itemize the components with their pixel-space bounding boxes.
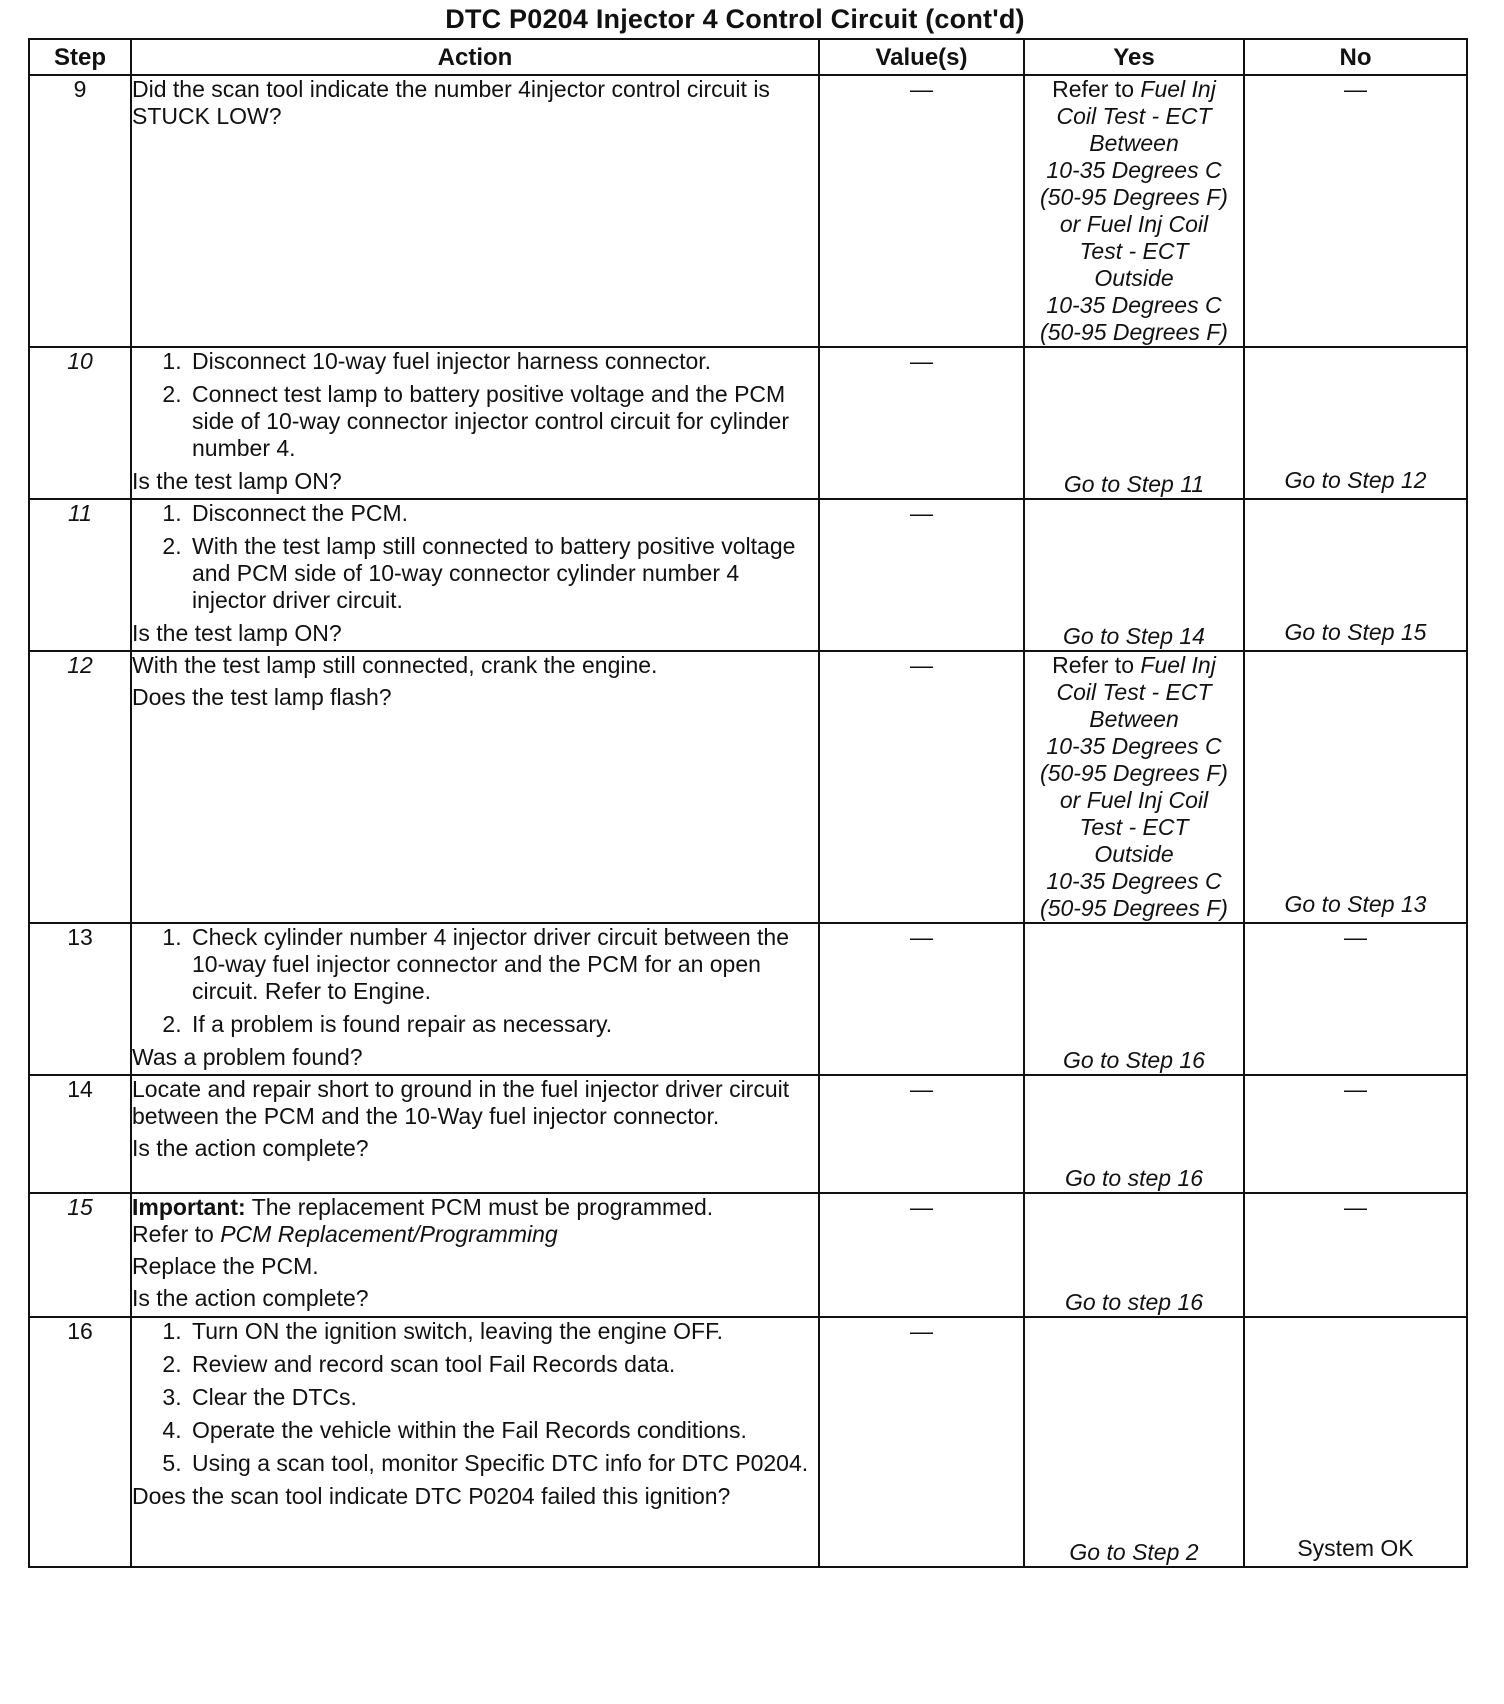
header-action: Action <box>131 39 819 75</box>
action-steps <box>132 500 818 614</box>
action-cell <box>131 1193 819 1317</box>
action-cell <box>131 651 819 923</box>
action-question: Does the scan tool indicate DTC P0204 failed this ignition? <box>132 1483 731 1509</box>
yes-line: Between <box>1089 706 1179 732</box>
action-step: 1. Turn ON the ignition switch, leaving the engine OFF. <box>188 1318 818 1345</box>
yes-line: (50-95 Degrees F) <box>1040 760 1228 786</box>
action-text: Did the scan tool indicate the number 4injector control circuit is STUCK LOW? <box>132 76 770 129</box>
action-text: Locate and repair short to ground in the fuel injector driver circuit between the PCM and the 10-Way fuel injector connector. <box>132 1076 790 1129</box>
no-cell <box>1244 651 1467 923</box>
step-number: 11 <box>29 499 131 651</box>
yes-line: 10-35 Degrees C <box>1046 292 1222 318</box>
yes-line: Test - ECT <box>1079 814 1189 840</box>
header-row <box>29 39 1467 75</box>
step-number: 13 <box>29 923 131 1075</box>
yes-line: 10-35 Degrees C <box>1046 157 1222 183</box>
yes-line: Coil Test - ECT <box>1056 103 1212 129</box>
action-cell <box>131 923 819 1075</box>
value-cell: — <box>819 651 1024 923</box>
value-cell: — <box>819 1317 1024 1567</box>
yes-line: Outside <box>1094 265 1174 291</box>
action-step: 1. Check cylinder number 4 injector driver circuit between the 10-way fuel injector connector and the PCM for an open circuit. Refer to Engine. <box>188 924 818 1005</box>
action-step: 4. Operate the vehicle within the Fail Records conditions. <box>188 1417 818 1444</box>
value-cell: — <box>819 1075 1024 1193</box>
action-cell <box>131 1075 819 1193</box>
no-cell: — <box>1244 1075 1467 1193</box>
yes-line: (50-95 Degrees F) <box>1040 319 1228 345</box>
action-step: 1. Disconnect 10-way fuel injector harness connector. <box>188 348 818 375</box>
action-step: 2. Review and record scan tool Fail Records data. <box>188 1351 818 1378</box>
pcm-programming-link[interactable]: PCM Replacement/Programming <box>220 1221 558 1247</box>
action-step: 3. Clear the DTCs. <box>188 1384 818 1411</box>
refer-label: Refer to <box>1052 76 1134 102</box>
yes-line: (50-95 Degrees F) <box>1040 184 1228 210</box>
yes-link[interactable]: Go to Step 16 <box>1063 1047 1205 1073</box>
yes-line: 10-35 Degrees C <box>1046 868 1222 894</box>
action-step: 2. With the test lamp still connected to battery positive voltage and PCM side of 10-way connector cylinder number 4 injector driver circuit. <box>188 533 818 614</box>
refer-prefix: Refer to <box>132 1221 214 1247</box>
action-step: 1. Disconnect the PCM. <box>188 500 818 527</box>
yes-line: (50-95 Degrees F) <box>1040 895 1228 921</box>
action-steps <box>132 348 818 462</box>
yes-line: Outside <box>1094 841 1174 867</box>
value-cell: — <box>819 75 1024 347</box>
no-cell: — <box>1244 923 1467 1075</box>
action-question: Is the action complete? <box>132 1285 369 1311</box>
action-text: Replace the PCM. <box>132 1253 319 1279</box>
action-cell <box>131 75 819 347</box>
header-step: Step <box>29 39 131 75</box>
action-step: 5. Using a scan tool, monitor Specific DTC info for DTC P0204. <box>188 1450 818 1477</box>
yes-cell <box>1024 347 1244 499</box>
yes-line: or Fuel Inj Coil <box>1059 787 1209 813</box>
table-row <box>29 923 1467 1075</box>
action-step: 2. If a problem is found repair as necessary. <box>188 1011 818 1038</box>
action-question: Is the action complete? <box>132 1135 369 1161</box>
table-row <box>29 1193 1467 1317</box>
step-number: 9 <box>29 75 131 347</box>
action-text: With the test lamp still connected, crank the engine. <box>132 652 658 678</box>
header-yes: Yes <box>1024 39 1244 75</box>
table-row <box>29 347 1467 499</box>
action-question: Is the test lamp ON? <box>132 620 342 646</box>
action-question: Does the test lamp flash? <box>132 684 392 710</box>
action-cell <box>131 347 819 499</box>
table-row <box>29 499 1467 651</box>
yes-cell <box>1024 1193 1244 1317</box>
value-cell: — <box>819 499 1024 651</box>
yes-line <box>1025 652 1243 679</box>
yes-line: Test - ECT <box>1079 238 1189 264</box>
no-result: System OK <box>1297 1535 1414 1561</box>
no-link[interactable]: Go to Step 15 <box>1284 619 1427 645</box>
value-cell: — <box>819 923 1024 1075</box>
action-cell <box>131 499 819 651</box>
action-step: 2. Connect test lamp to battery positive voltage and the PCM side of 10-way connector injector control circuit for cylinder number 4. <box>188 381 818 462</box>
yes-link[interactable]: Go to step 16 <box>1064 1289 1204 1315</box>
yes-line: 10-35 Degrees C <box>1046 733 1222 759</box>
table-row <box>29 651 1467 923</box>
step-number: 12 <box>29 651 131 923</box>
table-row <box>29 75 1467 347</box>
important-text: The replacement PCM must be programmed. <box>251 1194 714 1220</box>
action-steps <box>132 924 818 1038</box>
value-cell: — <box>819 347 1024 499</box>
no-cell <box>1244 1317 1467 1567</box>
no-link[interactable]: Go to Step 13 <box>1284 891 1427 917</box>
important-note <box>132 1194 818 1248</box>
yes-ref-text: Fuel Inj <box>1140 652 1216 678</box>
yes-line <box>1025 76 1243 103</box>
table-row <box>29 1075 1467 1193</box>
step-number: 16 <box>29 1317 131 1567</box>
value-cell: — <box>819 1193 1024 1317</box>
yes-link[interactable]: Go to Step 11 <box>1063 471 1205 497</box>
important-label: Important: <box>132 1194 246 1220</box>
no-cell: — <box>1244 1193 1467 1317</box>
no-cell: — <box>1244 75 1467 347</box>
header-no: No <box>1244 39 1467 75</box>
yes-line: or Fuel Inj Coil <box>1059 211 1209 237</box>
yes-cell <box>1024 651 1244 923</box>
step-number: 15 <box>29 1193 131 1317</box>
yes-ref-text: Fuel Inj <box>1140 76 1216 102</box>
action-question: Is the test lamp ON? <box>132 468 342 494</box>
action-cell <box>131 1317 819 1567</box>
yes-cell <box>1024 75 1244 347</box>
step-number: 14 <box>29 1075 131 1193</box>
header-value: Value(s) <box>819 39 1024 75</box>
yes-line: Coil Test - ECT <box>1056 679 1212 705</box>
yes-cell <box>1024 499 1244 651</box>
no-link[interactable]: Go to Step 12 <box>1284 467 1427 493</box>
yes-link[interactable]: Go to Step 2 <box>1069 1539 1199 1565</box>
action-question: Was a problem found? <box>132 1044 363 1070</box>
page-title: DTC P0204 Injector 4 Control Circuit (cont'd) <box>445 4 1025 34</box>
yes-link[interactable]: Go to Step 14 <box>1063 623 1205 649</box>
table-row <box>29 1317 1467 1567</box>
yes-line: Between <box>1089 130 1179 156</box>
action-steps <box>132 1318 818 1477</box>
yes-cell <box>1024 923 1244 1075</box>
refer-label: Refer to <box>1052 652 1134 678</box>
yes-cell <box>1024 1317 1244 1567</box>
no-cell <box>1244 347 1467 499</box>
no-cell <box>1244 499 1467 651</box>
step-number: 10 <box>29 347 131 499</box>
diagnostic-table <box>28 38 1468 1568</box>
yes-link[interactable]: Go to step 16 <box>1064 1165 1204 1191</box>
yes-cell <box>1024 1075 1244 1193</box>
